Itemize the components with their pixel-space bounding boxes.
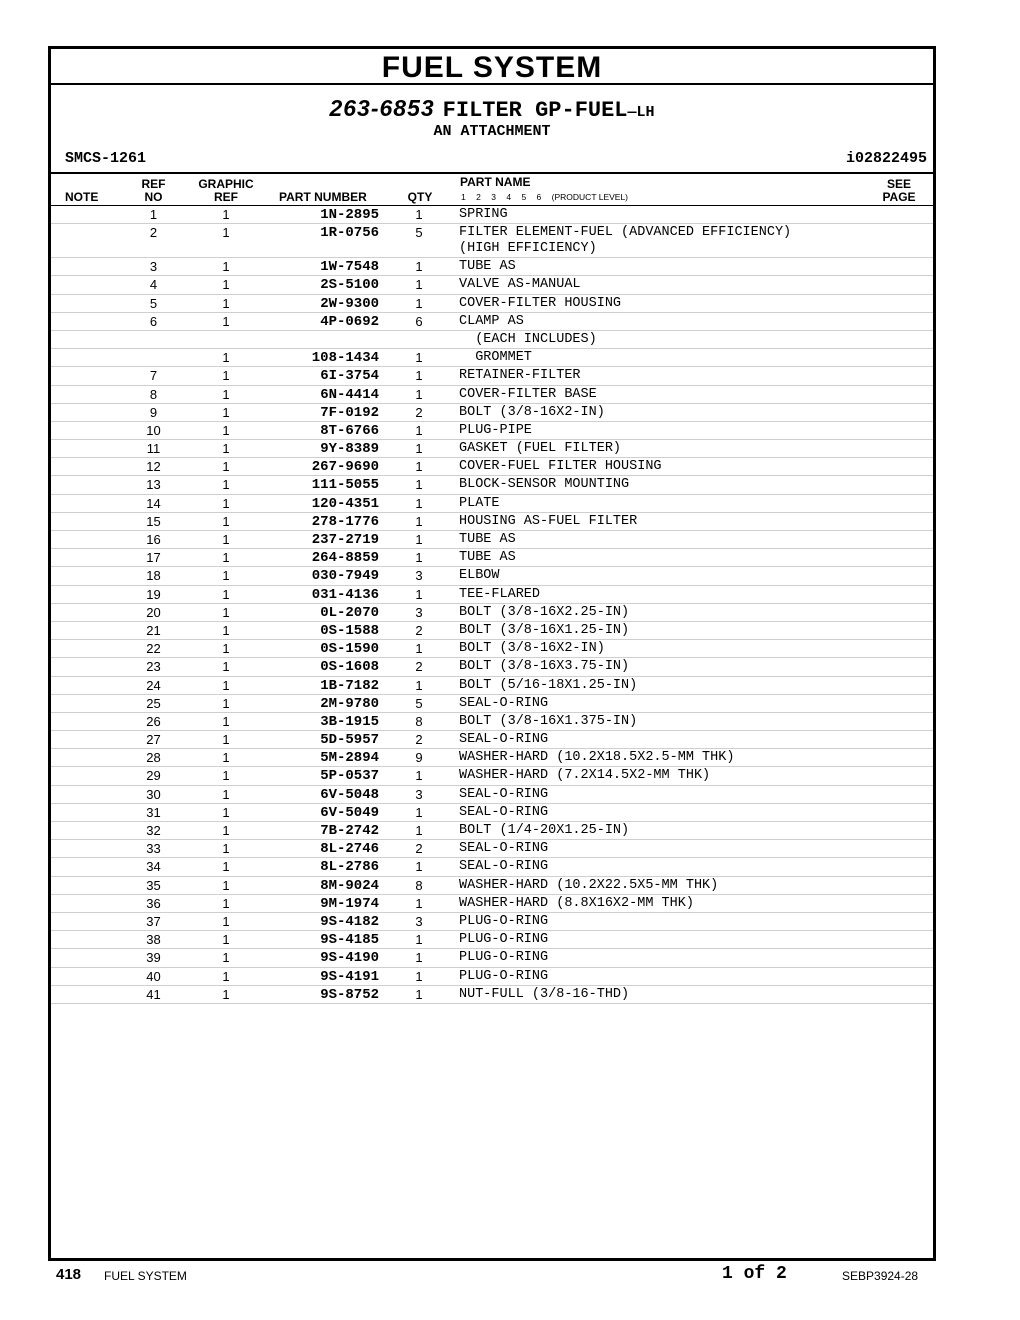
illustration-id: i02822495 xyxy=(845,150,927,167)
qty-cell: 1 xyxy=(415,277,423,293)
part-name-cell: BOLT (3/8-16X2-IN) xyxy=(459,641,605,657)
ref-no-cell: 37 xyxy=(146,913,161,929)
parts-row xyxy=(51,786,933,804)
qty-cell: 1 xyxy=(415,513,423,529)
part-name-cell: CLAMP AS xyxy=(459,313,524,329)
column-ref-no xyxy=(131,178,176,204)
ref-no-cell: 7 xyxy=(149,368,158,384)
graphic-ref-cell: 1 xyxy=(222,677,230,693)
part-name-cell: SEAL-O-RING xyxy=(459,859,549,875)
ref-no-cell: 5 xyxy=(149,295,158,311)
part-name-cell: HOUSING AS-FUEL FILTER xyxy=(459,513,638,529)
part-name-cell: ELBOW xyxy=(459,568,500,584)
qty-cell: 1 xyxy=(415,895,423,911)
level-2: 2 xyxy=(476,192,481,202)
ref-no-cell: 13 xyxy=(146,477,161,493)
graphic-ref-cell: 1 xyxy=(222,586,230,602)
part-name-cell: PLUG-O-RING xyxy=(459,932,549,948)
parts-row xyxy=(51,295,933,313)
qty-cell: 1 xyxy=(415,441,423,457)
part-number-cell: 6N-4414 xyxy=(320,386,379,403)
graphic-ref-cell: 1 xyxy=(222,641,230,657)
column-note: NOTE xyxy=(65,190,99,204)
parts-row xyxy=(51,749,933,767)
qty-cell: 1 xyxy=(415,986,423,1002)
part-number-cell: 7B-2742 xyxy=(320,823,379,839)
part-name-cell: PLUG-O-RING xyxy=(459,950,549,966)
parts-row xyxy=(51,658,933,676)
ref-no-cell: 25 xyxy=(146,695,161,711)
part-number-cell: 5P-0537 xyxy=(320,768,379,785)
ref-no-cell: 30 xyxy=(146,786,161,802)
ref-no-cell: 19 xyxy=(146,586,161,602)
part-number-cell: 6V-5048 xyxy=(320,786,379,803)
qty-cell: 1 xyxy=(415,259,423,275)
qty-cell: 1 xyxy=(415,677,423,693)
ref-no-cell: 14 xyxy=(146,495,161,511)
qty-cell: 8 xyxy=(415,877,423,893)
part-name-cell: PLUG-PIPE xyxy=(459,422,532,438)
parts-row xyxy=(51,476,933,494)
qty-cell: 1 xyxy=(415,804,423,820)
parts-row xyxy=(51,804,933,822)
part-name-cell: BOLT (3/8-16X3.75-IN) xyxy=(459,659,630,675)
level-1: 1 xyxy=(461,192,466,202)
part-number-cell: 2M-9780 xyxy=(320,695,379,712)
ref-no-cell: 4 xyxy=(149,277,158,293)
part-name-cell: TUBE AS xyxy=(459,532,516,547)
part-number-cell: 267-9690 xyxy=(311,459,379,476)
qty-cell: 2 xyxy=(415,404,423,420)
part-number-cell: 030-7949 xyxy=(311,568,379,585)
part-number-cell: 1N-2895 xyxy=(320,207,379,223)
part-name-cell: SEAL-O-RING xyxy=(459,732,549,748)
qty-cell: 6 xyxy=(415,313,423,329)
ref-no-cell: 20 xyxy=(146,604,161,620)
column-part-name: PART NAME xyxy=(460,175,531,189)
parts-row xyxy=(51,404,933,422)
smcs-code: SMCS-1261 xyxy=(65,150,147,167)
parts-row xyxy=(51,640,933,658)
part-number-cell: 5M-2894 xyxy=(320,750,379,767)
graphic-ref-cell: 1 xyxy=(222,841,230,857)
graphic-ref-cell: 1 xyxy=(222,968,230,984)
qty-cell: 5 xyxy=(415,695,423,711)
parts-row xyxy=(51,895,933,913)
parts-row xyxy=(51,224,933,258)
qty-cell: 1 xyxy=(415,550,423,566)
part-number-cell: 1R-0756 xyxy=(320,225,379,242)
graphic-ref-cell: 1 xyxy=(222,550,230,566)
column-page-label: PAGE xyxy=(882,190,916,204)
qty-cell: 1 xyxy=(415,459,423,475)
qty-cell: 1 xyxy=(415,968,423,984)
parts-row xyxy=(51,604,933,622)
part-name-cell: COVER-FILTER BASE xyxy=(459,386,597,402)
qty-cell: 5 xyxy=(415,225,423,241)
part-number-cell: 2W-9300 xyxy=(320,295,379,312)
parts-row xyxy=(51,586,933,604)
part-number-cell: 120-4351 xyxy=(311,495,379,512)
ref-no-cell: 22 xyxy=(146,641,161,657)
qty-cell: 2 xyxy=(415,659,423,675)
part-name-cell: SEAL-O-RING xyxy=(459,804,549,820)
ref-no-cell: 15 xyxy=(146,513,161,529)
ref-no-cell: 21 xyxy=(146,622,161,638)
part-name-cell: TUBE AS xyxy=(459,550,516,566)
group-subtitle: AN ATTACHMENT xyxy=(433,123,551,140)
graphic-ref-cell: 1 xyxy=(222,986,230,1002)
level-3: 3 xyxy=(491,192,496,202)
parts-row xyxy=(51,276,933,294)
graphic-ref-cell: 1 xyxy=(222,495,230,511)
qty-cell: 1 xyxy=(415,422,423,438)
parts-row xyxy=(51,422,933,440)
parts-row xyxy=(51,677,933,695)
graphic-ref-cell: 1 xyxy=(222,477,230,493)
part-name-cell: COVER-FILTER HOUSING xyxy=(459,295,622,311)
parts-row xyxy=(51,767,933,785)
column-graphic-label: GRAPHIC xyxy=(198,177,254,191)
part-number-cell: 237-2719 xyxy=(311,532,379,548)
part-name-cell: TEE-FLARED xyxy=(459,586,541,602)
ref-no-cell: 39 xyxy=(146,950,161,966)
parts-row xyxy=(51,458,933,476)
part-name-cell: FILTER ELEMENT-FUEL (ADVANCED EFFICIENCY) xyxy=(459,225,792,241)
ref-no-cell: 29 xyxy=(146,768,161,784)
part-number-cell: 9S-4191 xyxy=(320,968,379,985)
part-name-cell: GROMMET xyxy=(459,350,532,366)
product-level-label: (PRODUCT LEVEL) xyxy=(551,192,629,202)
ref-no-cell: 34 xyxy=(146,859,161,875)
ref-no-cell: 18 xyxy=(146,568,161,584)
parts-page-frame xyxy=(48,46,936,1261)
graphic-ref-cell: 1 xyxy=(222,823,230,838)
qty-cell: 2 xyxy=(415,732,423,748)
ref-no-cell: 40 xyxy=(146,968,161,984)
qty-cell: 9 xyxy=(415,750,423,766)
part-name-cell: GASKET (FUEL FILTER) xyxy=(459,441,622,457)
ref-no-cell: 2 xyxy=(149,225,158,241)
parts-row xyxy=(51,349,933,367)
page-number: 418 xyxy=(56,1266,82,1283)
parts-row xyxy=(51,513,933,531)
part-name-cell: WASHER-HARD (10.2X22.5X5-MM THK) xyxy=(459,877,719,893)
part-number-cell: 0S-1588 xyxy=(320,622,379,639)
graphic-ref-cell: 1 xyxy=(222,622,230,638)
footer-section: FUEL SYSTEM xyxy=(104,1269,187,1283)
part-number-cell: 2S-5100 xyxy=(320,277,379,294)
ref-no-cell: 33 xyxy=(146,841,161,857)
part-number-cell: 9Y-8389 xyxy=(320,441,379,458)
parts-list xyxy=(51,206,933,1004)
qty-cell: 1 xyxy=(415,495,423,511)
level-4: 4 xyxy=(506,192,512,202)
part-number-cell: 3B-1915 xyxy=(320,713,379,730)
ref-no-cell: 26 xyxy=(146,713,161,729)
part-number-cell: 8L-2746 xyxy=(320,841,379,858)
part-number-cell: 8T-6766 xyxy=(320,422,379,439)
part-number-cell: 5D-5957 xyxy=(320,732,379,749)
graphic-ref-cell: 1 xyxy=(222,259,230,275)
ref-no-cell: 35 xyxy=(146,877,161,893)
qty-cell: 1 xyxy=(415,768,423,784)
part-name-cell: SEAL-O-RING xyxy=(459,695,549,711)
qty-cell: 1 xyxy=(415,932,423,948)
graphic-ref-cell: 1 xyxy=(222,804,230,820)
parts-row xyxy=(51,877,933,895)
parts-row xyxy=(51,622,933,640)
graphic-ref-cell: 1 xyxy=(222,313,230,329)
qty-cell: 1 xyxy=(415,386,423,402)
part-name-cell: (EACH INCLUDES) xyxy=(459,331,597,347)
part-number-cell: 1B-7182 xyxy=(320,677,379,694)
graphic-ref-cell: 1 xyxy=(222,404,230,420)
graphic-ref-cell: 1 xyxy=(222,750,230,766)
parts-row xyxy=(51,313,933,331)
part-number-cell: 278-1776 xyxy=(311,513,379,530)
column-see-label: SEE xyxy=(886,177,911,191)
part-name-cell: WASHER-HARD (7.2X14.5X2-MM THK) xyxy=(459,768,711,784)
column-graphic-ref-label: REF xyxy=(214,190,238,204)
part-number-cell: 7F-0192 xyxy=(320,404,379,421)
graphic-ref-cell: 1 xyxy=(222,768,230,784)
graphic-ref-cell: 1 xyxy=(222,368,230,384)
qty-cell: 1 xyxy=(415,368,423,384)
qty-cell: 3 xyxy=(415,786,423,802)
parts-row xyxy=(51,731,933,749)
parts-row xyxy=(51,531,933,549)
column-see-page xyxy=(869,178,929,204)
parts-row xyxy=(51,949,933,967)
ref-no-cell: 6 xyxy=(149,313,158,329)
graphic-ref-cell: 1 xyxy=(222,225,230,241)
part-number-cell: 0L-2070 xyxy=(320,604,379,621)
part-name-cell: PLUG-O-RING xyxy=(459,968,549,984)
ref-no-cell: 41 xyxy=(146,986,161,1002)
ref-no-cell: 31 xyxy=(146,804,161,820)
qty-cell: 1 xyxy=(415,532,423,547)
parts-row xyxy=(51,495,933,513)
graphic-ref-cell: 1 xyxy=(222,441,230,457)
qty-cell: 3 xyxy=(415,604,423,620)
qty-cell: 3 xyxy=(415,913,423,929)
part-number-cell: 9S-4185 xyxy=(320,932,379,949)
parts-row xyxy=(51,440,933,458)
part-number-cell: 4P-0692 xyxy=(320,313,379,330)
part-name-cell: BLOCK-SENSOR MOUNTING xyxy=(459,477,630,493)
graphic-ref-cell: 1 xyxy=(222,932,230,948)
column-ref-label: REF xyxy=(141,177,166,191)
group-name: FILTER GP-FUEL xyxy=(442,98,628,123)
graphic-ref-cell: 1 xyxy=(222,695,230,711)
parts-row xyxy=(51,367,933,385)
level-5: 5 xyxy=(521,192,527,202)
product-level-scale xyxy=(461,192,636,202)
qty-cell: 1 xyxy=(415,350,423,366)
ref-no-cell: 12 xyxy=(146,459,161,475)
parts-row xyxy=(51,206,933,224)
part-number-cell: 264-8859 xyxy=(311,550,379,567)
ref-no-cell: 27 xyxy=(146,732,161,748)
graphic-ref-cell: 1 xyxy=(222,659,230,675)
part-number-cell: 031-4136 xyxy=(311,586,379,603)
graphic-ref-cell: 1 xyxy=(222,859,230,875)
part-name-cell: TUBE AS xyxy=(459,259,516,275)
ref-no-cell: 9 xyxy=(149,404,158,420)
graphic-ref-cell: 1 xyxy=(222,913,230,929)
header-divider xyxy=(51,172,933,174)
qty-cell: 8 xyxy=(415,713,423,729)
part-name-cell: RETAINER-FILTER xyxy=(459,368,581,384)
ref-no-cell: 16 xyxy=(146,532,161,547)
parts-row xyxy=(51,931,933,949)
parts-row xyxy=(51,386,933,404)
qty-cell: 1 xyxy=(415,859,423,875)
qty-cell: 1 xyxy=(415,295,423,311)
document-id: SEBP3924-28 xyxy=(842,1269,919,1283)
parts-row xyxy=(51,858,933,876)
parts-row xyxy=(51,695,933,713)
parts-row xyxy=(51,840,933,858)
parts-row xyxy=(51,713,933,731)
part-number-cell: 0S-1608 xyxy=(320,659,379,676)
ref-no-cell: 17 xyxy=(146,550,161,566)
graphic-ref-cell: 1 xyxy=(222,277,230,293)
ref-no-cell: 28 xyxy=(146,750,161,766)
part-name-cell: PLATE xyxy=(459,495,500,511)
parts-row xyxy=(51,913,933,931)
part-name-cell: BOLT (5/16-18X1.25-IN) xyxy=(459,677,638,693)
ref-no-cell: 24 xyxy=(146,677,161,693)
parts-row xyxy=(51,567,933,585)
part-number-cell: 8M-9024 xyxy=(320,877,379,894)
part-number-cell: 6I-3754 xyxy=(320,368,379,385)
graphic-ref-cell: 1 xyxy=(222,350,230,366)
part-name-cell: BOLT (3/8-16X1.25-IN) xyxy=(459,622,630,638)
graphic-ref-cell: 1 xyxy=(222,568,230,584)
qty-cell: 2 xyxy=(415,841,423,857)
ref-no-cell: 38 xyxy=(146,932,161,948)
part-name-cell: WASHER-HARD (10.2X18.5X2.5-MM THK) xyxy=(459,750,735,766)
parts-row xyxy=(51,258,933,276)
graphic-ref-cell: 1 xyxy=(222,422,230,438)
ref-no-cell: 10 xyxy=(146,422,161,438)
part-name-continuation: (HIGH EFFICIENCY) xyxy=(459,241,597,257)
ref-no-cell: 3 xyxy=(149,259,158,275)
graphic-ref-cell: 1 xyxy=(222,950,230,966)
part-name-cell: SPRING xyxy=(459,207,508,222)
ref-no-cell: 23 xyxy=(146,659,161,675)
part-number-cell: 8L-2786 xyxy=(320,859,379,876)
part-name-cell: SEAL-O-RING xyxy=(459,841,549,857)
part-name-cell: NUT-FULL (3/8-16-THD) xyxy=(459,986,630,1002)
qty-cell: 1 xyxy=(415,641,423,657)
qty-cell: 1 xyxy=(415,586,423,602)
graphic-ref-cell: 1 xyxy=(222,713,230,729)
part-number-cell: 9S-4182 xyxy=(320,913,379,930)
part-name-cell: BOLT (3/8-16X2.25-IN) xyxy=(459,604,630,620)
qty-cell: 1 xyxy=(415,207,423,222)
parts-row xyxy=(51,822,933,840)
graphic-ref-cell: 1 xyxy=(222,295,230,311)
parts-row xyxy=(51,968,933,986)
part-number-cell: 0S-1590 xyxy=(320,641,379,658)
column-qty: QTY xyxy=(407,190,433,204)
graphic-ref-cell: 1 xyxy=(222,895,230,911)
qty-cell: 1 xyxy=(415,477,423,493)
ref-no-cell: 32 xyxy=(146,823,161,838)
qty-cell: 3 xyxy=(415,568,423,584)
part-number-cell: 9S-8752 xyxy=(320,986,379,1003)
part-number-cell: 108-1434 xyxy=(311,350,379,367)
part-number-cell: 9S-4190 xyxy=(320,950,379,967)
part-number-cell: 111-5055 xyxy=(311,477,379,494)
part-name-cell: WASHER-HARD (8.8X16X2-MM THK) xyxy=(459,895,694,911)
graphic-ref-cell: 1 xyxy=(222,459,230,475)
part-name-cell: BOLT (3/8-16X2-IN) xyxy=(459,404,605,420)
parts-row xyxy=(51,331,933,349)
graphic-ref-cell: 1 xyxy=(222,207,230,222)
ref-no-cell: 1 xyxy=(149,207,158,222)
section-title: FUEL SYSTEM xyxy=(51,49,933,85)
group-suffix: —LH xyxy=(627,104,655,121)
graphic-ref-cell: 1 xyxy=(222,604,230,620)
ref-no-cell: 8 xyxy=(149,386,158,402)
column-no-label: NO xyxy=(144,190,163,204)
column-graphic-ref xyxy=(191,178,261,204)
part-name-cell: BOLT (1/4-20X1.25-IN) xyxy=(459,823,630,838)
part-name-cell: SEAL-O-RING xyxy=(459,786,549,802)
level-6: 6 xyxy=(536,192,542,202)
qty-cell: 1 xyxy=(415,950,423,966)
part-name-cell: COVER-FUEL FILTER HOUSING xyxy=(459,459,662,475)
graphic-ref-cell: 1 xyxy=(222,386,230,402)
column-part-number: PART NUMBER xyxy=(279,190,367,204)
part-name-cell: PLUG-O-RING xyxy=(459,913,549,929)
parts-row xyxy=(51,549,933,567)
part-number-cell: 1W-7548 xyxy=(320,259,379,276)
part-name-cell: VALVE AS-MANUAL xyxy=(459,277,581,293)
group-part-number: 263-6853 xyxy=(329,95,435,121)
graphic-ref-cell: 1 xyxy=(222,877,230,893)
group-heading xyxy=(51,95,933,123)
qty-cell: 2 xyxy=(415,622,423,638)
part-number-cell: 6V-5049 xyxy=(320,804,379,821)
graphic-ref-cell: 1 xyxy=(222,786,230,802)
graphic-ref-cell: 1 xyxy=(222,532,230,547)
qty-cell: 1 xyxy=(415,823,423,838)
part-name-cell: BOLT (3/8-16X1.375-IN) xyxy=(459,713,638,729)
ref-no-cell: 11 xyxy=(146,441,161,457)
page-of-indicator: 1 of 2 xyxy=(722,1264,787,1284)
parts-row xyxy=(51,986,933,1004)
ref-no-cell: 36 xyxy=(146,895,161,911)
part-number-cell: 9M-1974 xyxy=(320,895,379,912)
graphic-ref-cell: 1 xyxy=(222,513,230,529)
graphic-ref-cell: 1 xyxy=(222,732,230,748)
